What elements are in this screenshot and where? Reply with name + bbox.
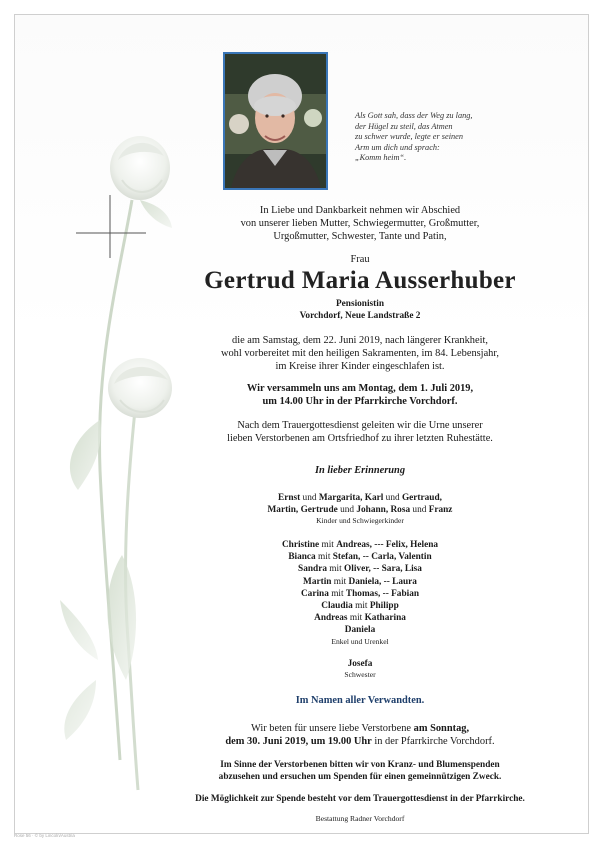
grandchild-name: Christine (281, 540, 320, 550)
grandchildren-caption: Enkel und Urenkel (331, 636, 389, 646)
donation-line: abzusehen und ersuchen um Spenden für einen gemeinnützigen Zweck. (218, 772, 502, 783)
sister-caption: Schwester (344, 670, 376, 680)
grandchild-partner: Katharina (364, 613, 406, 624)
rosary-line (120, 722, 600, 735)
grandchildren-list (120, 539, 600, 647)
connector: mit (315, 552, 333, 563)
sister-name: Josefa (347, 659, 373, 669)
grandchild-line (120, 576, 600, 588)
child-name: Franz (428, 505, 453, 516)
grandchild-name: Andreas (314, 613, 348, 624)
children-list (120, 492, 600, 526)
connector: und (337, 505, 357, 516)
funeral-text (120, 382, 600, 408)
connector: und (383, 493, 402, 503)
portrait-image (225, 54, 326, 188)
deceased-name: Gertrud Maria Ausserhuber (204, 267, 516, 294)
relatives-line: Im Namen aller Verwandten. (295, 695, 425, 706)
funeral-line: Wir versammeln uns am Montag, dem 1. Juli 2019, (246, 383, 474, 394)
quote-line: „Komm heim“. (355, 153, 407, 163)
title-frau: Frau (350, 254, 370, 265)
quote-line: zu schwer wurde, legte er seinen (355, 132, 463, 142)
poem-quote (355, 111, 515, 164)
donation-line: Im Sinne der Verstorbenen bitten wir von Kranz- und Blumenspenden (220, 760, 500, 770)
connector: mit (331, 576, 349, 587)
undertaker: Bestattung Radner Vorchdorf (315, 814, 405, 823)
funeral-line: um 14.00 Uhr in der Pfarrkirche Vorchdorf. (262, 396, 458, 408)
children-line (120, 492, 600, 504)
watermark-text: Rose 56 · © by Lincoln/Austria (14, 833, 75, 838)
sister-block (120, 658, 600, 680)
rosary-text (120, 722, 600, 748)
intro-line: In Liebe und Dankbarkeit nehmen wir Abschied (259, 205, 461, 216)
child-name: Johann, Rosa (356, 505, 411, 516)
connector: mit (319, 540, 337, 550)
grandchild-name: Claudia (321, 601, 353, 612)
grandchild-partner: Daniela, -- Laura (348, 576, 417, 587)
grandchild-partner: Stefan, -- Carla, Valentin (332, 552, 432, 563)
connector: und (300, 493, 319, 503)
intro-line: Urgoßmutter, Schwester, Tante und Patin, (273, 231, 447, 243)
quote-line: der Hügel zu steil, das Atmen (355, 121, 453, 131)
children-caption: Kinder und Schwiegerkinder (316, 516, 404, 526)
grandchild-name: Bianca (288, 552, 316, 563)
grandchild-name: Carina (300, 588, 329, 599)
death-line: im Kreise ihrer Kinder eingeschlafen ist. (275, 361, 445, 373)
grandchild-name: Sandra (298, 564, 327, 575)
grandchild-partner: Oliver, -- Sara, Lisa (344, 564, 422, 575)
grandchild-partner: Thomas, -- Fabian (345, 588, 420, 599)
occupation: Pensionistin (335, 299, 385, 309)
grandchild-line (120, 600, 600, 612)
rosary-part: Wir beten für unsere liebe Verstorbene (250, 723, 414, 734)
grandchild-partner: Philipp (369, 601, 399, 612)
urn-line: Nach dem Trauergottesdienst geleiten wir die Urne unserer (237, 420, 483, 431)
connector: mit (328, 588, 346, 599)
grandchild-line (120, 551, 600, 563)
grandchild-line (120, 563, 600, 575)
donation-text (120, 759, 600, 783)
child-name: Martin, Gertrude (267, 505, 338, 516)
rosary-date: am Sonntag, (413, 723, 470, 734)
portrait-photo (223, 52, 328, 190)
child-name: Gertraud, (401, 493, 442, 503)
grandchild-line (120, 612, 600, 624)
rosary-line (120, 735, 600, 748)
grandchild-name: Martin (303, 576, 332, 587)
death-line: wohl vorbereitet mit den heiligen Sakramenten, im 84. Lebensjahr, (220, 348, 500, 360)
intro-text (120, 204, 600, 244)
grandchild-line (120, 588, 600, 600)
child-name: Ernst (278, 493, 301, 503)
intro-line: von unserer lieben Mutter, Schwiegermutter, Großmutter, (240, 218, 480, 230)
connector: mit (352, 601, 370, 612)
memory-heading: In lieber Erinnerung (314, 465, 406, 476)
child-name: Margarita, Karl (318, 493, 384, 503)
death-line: die am Samstag, dem 22. Juni 2019, nach längerer Krankheit, (232, 335, 488, 346)
grandchild-name: Daniela (344, 625, 376, 636)
connector: und (410, 505, 429, 516)
grandchild-line (120, 624, 600, 636)
connector: mit (326, 564, 345, 575)
connector: mit (347, 613, 365, 624)
address: Vorchdorf, Neue Landstraße 2 (299, 311, 421, 321)
quote-line: Als Gott sah, dass der Weg zu lang, (355, 111, 473, 120)
donation-note: Die Möglichkeit zur Spende besteht vor dem Trauergottesdienst in der Pfarrkirche. (195, 794, 525, 804)
grandchild-partner: Andreas, --- Felix, Helena (336, 540, 439, 550)
death-text (120, 334, 600, 374)
urn-line: lieben Verstorbenen am Ortsfriedhof zu ihrer letzten Ruhestätte. (227, 433, 493, 445)
rosary-time: dem 30. Juni 2019, um 19.00 Uhr (225, 736, 372, 748)
children-line (120, 504, 600, 516)
quote-line: Arm um dich und sprach: (355, 142, 440, 152)
urn-text (120, 419, 600, 445)
grandchild-line (120, 539, 600, 551)
rosary-part: in der Pfarrkirche Vorchdorf. (371, 736, 495, 748)
